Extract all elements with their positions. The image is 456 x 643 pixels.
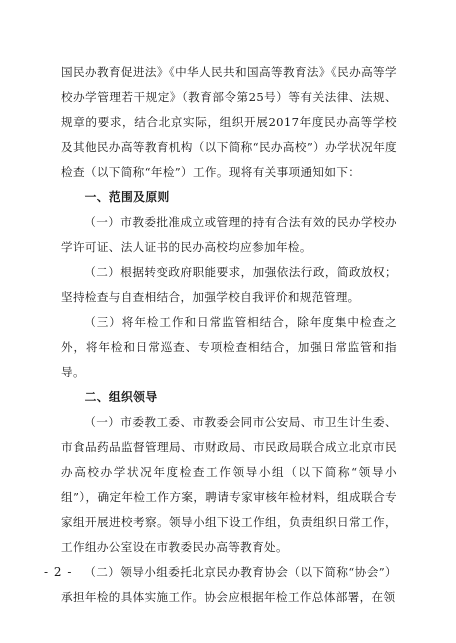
- document-body: [61, 60, 397, 610]
- page-number: - 2 -: [44, 565, 73, 579]
- paragraph-scope-item-3: （三）将年检工作和日常监管相结合，除年度集中检查之外，将年检和日常巡查、专项检查相结合，加强日常监管和指导。: [61, 315, 397, 379]
- paragraph-organization-item-1: （一）市委教工委、市教委会同市公安局、市卫生计生委、市食品药品监督管理局、市财政局、市民政局联合成立北京市民办高校办学状况年度检查工作领导小组（以下简称“领导小组”），确定年检工作方案，聘请专家审核年检材料，组成联合专家组开展进校考察。领导小组下设工作组，负责组织日常工作，工作组办公室设在市教委民办高等教育处。: [61, 415, 397, 554]
- paragraph-scope-item-1: （一）市教委批准成立或管理的持有合法有效的民办学校办学许可证、法人证书的民办高校均应参加年检。: [61, 215, 397, 254]
- section-heading-scope-principles: 一、范围及原则: [84, 190, 170, 204]
- paragraph-organization-item-2: （二）领导小组委托北京民办教育协会（以下简称“协会”）承担年检的具体实施工作。协会应根据年检工作总体部署，在领: [61, 565, 397, 604]
- paragraph-intro-continuation: 国民办教育促进法》《中华人民共和国高等教育法》《民办高等学校办学管理若干规定》（教育部令第25号）等有关法律、法规、规章的要求，结合北京实际，组织开展2017年度民办高等学校及其他民办高等教育机构（以下简称“民办高校”）办学状况年度检查（以下简称“年检”）工作。现将有关事项通知如下：: [61, 65, 397, 179]
- paragraph-scope-item-2: （二）根据转变政府职能要求，加强依法行政，简政放权；坚持检查与自查相结合，加强学校自我评价和规范管理。: [61, 265, 397, 304]
- section-heading-organization: 二、组织领导: [84, 390, 158, 404]
